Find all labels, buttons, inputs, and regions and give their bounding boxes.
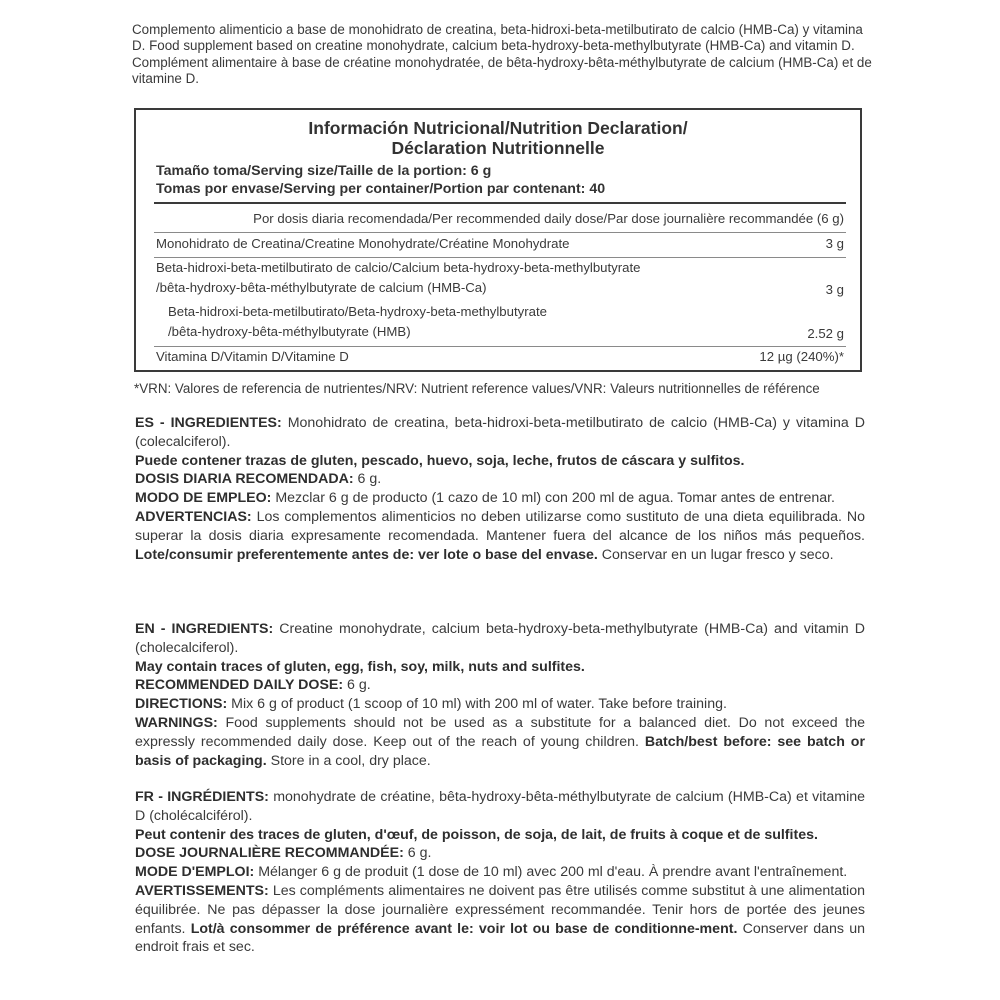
- nutrition-title-line1: Información Nutricional/Nutrition Declaration/: [308, 118, 688, 138]
- ingredients-paragraph: [135, 620, 865, 658]
- dose-paragraph: [135, 676, 865, 695]
- directions-paragraph: [135, 695, 865, 714]
- dose-label: DOSIS DIARIA RECOMENDADA:: [135, 471, 354, 488]
- ingredients-paragraph: [135, 414, 865, 452]
- dose-paragraph: [135, 470, 865, 489]
- directions-label: MODO DE EMPLEO:: [135, 490, 272, 507]
- nutrient-label-line2: /bêta-hydroxy-bêta-méthylbutyrate (HMB): [168, 324, 411, 339]
- ingredients-label: ES - INGREDIENTES:: [135, 415, 282, 431]
- ingredients-text: Creatine monohydrate, calcium beta-hydroxy-beta-methylbutyrate (HMB-Ca) and vitamin D (cholecalciferol).: [135, 621, 865, 656]
- ingredients-label: EN - INGREDIENTS:: [135, 621, 274, 637]
- nutrition-table-title: [136, 118, 860, 158]
- nutrient-label-line1: Beta-hidroxi-beta-metilbutirato/Beta-hydroxy-beta-methylbutyrate: [168, 304, 547, 319]
- dose-label: RECOMMENDED DAILY DOSE:: [135, 677, 344, 694]
- nutrient-label: [168, 302, 547, 342]
- allergen-statement: [135, 452, 865, 471]
- dose-label: DOSE JOURNALIÈRE RECOMMANDÉE:: [135, 845, 404, 862]
- nutrient-value: 12 µg (240%)*: [759, 349, 844, 364]
- nutrient-value: 3 g: [825, 236, 844, 251]
- dose-text: 6 g.: [353, 471, 382, 488]
- batch-label: Lote/consumir preferentemente antes de: ver lote o base del envase.: [135, 546, 598, 563]
- allergen-text: Puede contener trazas de gluten, pescado, huevo, soja, leche, frutos de cáscara y sulfitos.: [135, 452, 745, 469]
- nutrient-label-line2: /bêta-hydroxy-bêta-méthylbutyrate de calcium (HMB-Ca): [156, 280, 487, 295]
- batch-label: Batch/best before: see batch or basis of packaging.: [135, 733, 865, 769]
- directions-text: Mezclar 6 g de producto (1 cazo de 10 ml) con 200 ml de agua. Tomar antes de entrenar.: [271, 490, 835, 507]
- directions-text: Mix 6 g of product (1 scoop of 10 ml) with 200 ml of water. Take before training.: [227, 696, 727, 713]
- nutrient-label: [156, 258, 641, 298]
- nutrient-row-hmb: [154, 302, 846, 348]
- section-fr: [135, 788, 865, 957]
- allergen-statement: [135, 826, 865, 845]
- ingredients-paragraph: [135, 788, 865, 826]
- nutrient-row-creatine: [154, 234, 846, 256]
- ingredients-label: FR - INGRÉDIENTS:: [135, 789, 269, 805]
- allergen-text: Peut contenir des traces de gluten, d'œuf, de poisson, de soja, de lait, de fruits à coque et de sulfites.: [135, 826, 818, 843]
- nutrient-value: 3 g: [825, 282, 844, 297]
- allergen-text: May contain traces of gluten, egg, fish, soy, milk, nuts and sulfites.: [135, 658, 585, 675]
- directions-paragraph: [135, 863, 865, 882]
- nutrient-label: Vitamina D/Vitamin D/Vitamine D: [156, 349, 349, 364]
- warnings-paragraph: [135, 508, 865, 564]
- dose-text: 6 g.: [343, 677, 371, 694]
- warnings-label: ADVERTENCIAS:: [135, 508, 252, 525]
- section-es: [135, 414, 865, 564]
- storage-text: Store in a cool, dry place.: [266, 752, 431, 769]
- storage-text: Conservar en un lugar fresco y seco.: [597, 546, 834, 563]
- product-description: Complemento alimenticio a base de monohidrato de creatina, beta-hidroxi-beta-metilbutirato de calcio (HMB-Ca) y vitamina D. Food supplement based on creatine monohydrate, calcium beta-hydroxy-beta-methylbutyrate (HMB-Ca) and vitamin D. Complément alimentaire à base de créatine monohydratée, de bêta-hydroxy-bêta-méthylbutyrate de calcium (HMB-Ca) et de vitamine D.: [132, 22, 872, 87]
- nutrient-label-line1: Beta-hidroxi-beta-metilbutirato de calcio/Calcium beta-hydroxy-beta-methylbutyrate: [156, 260, 641, 275]
- directions-paragraph: [135, 489, 865, 508]
- ingredients-text: Monohidrato de creatina, beta-hidroxi-beta-metilbutirato de calcio (HMB-Ca) y vitamina D (colecalciferol).: [135, 415, 865, 450]
- batch-label: Lot/à consommer de préférence avant le: voir lot ou base de conditionne-ment.: [190, 920, 738, 937]
- column-header: Por dosis diaria recomendada/Per recommended daily dose/Par dose journalière recommandée (6 g): [253, 211, 844, 226]
- servings-per-container: Tomas por envase/Serving per container/Portion par contenant: 40: [156, 181, 606, 197]
- directions-label: DIRECTIONS:: [135, 696, 228, 713]
- nutrition-title-line2: Déclaration Nutritionnelle: [391, 138, 605, 158]
- dose-text: 6 g.: [403, 845, 432, 862]
- allergen-statement: [135, 658, 865, 677]
- directions-text: Mélanger 6 g de produit (1 dose de 10 ml) avec 200 ml d'eau. À prendre avant l'entraînement.: [254, 864, 848, 881]
- warnings-text: Les compléments alimentaires ne doivent pas être utilisés comme substitut à une alimentation équilibrée. Ne pas dépasser la dose journalière expressément recommandée. Tenir hors de portée des jeunes enfants.: [135, 882, 865, 937]
- warnings-label: AVERTISSEMENTS:: [135, 882, 269, 899]
- serving-info: [156, 162, 605, 198]
- nutrient-row-vitamin-d: [154, 347, 846, 369]
- dose-paragraph: [135, 844, 865, 863]
- storage-text: Conserver dans un endroit frais et sec.: [135, 920, 865, 956]
- table-divider: [154, 232, 846, 233]
- warnings-text: Los complementos alimenticios no deben utilizarse como sustituto de una dieta equilibrada. No superar la dosis diaria expresamente recomendada. Mantener fuera del alcance de los niños más pequeños.: [135, 508, 865, 544]
- warnings-text: Food supplements should not be used as a substitute for a balanced diet. Do not exceed the expressly recommended daily dose. Keep out of the reach of young children.: [135, 714, 865, 750]
- directions-label: MODE D'EMPLOI:: [135, 864, 255, 881]
- section-en: [135, 620, 865, 770]
- table-divider: [154, 202, 846, 204]
- nutrient-label: Monohidrato de Creatina/Creatine Monohydrate/Créatine Monohydrate: [156, 236, 570, 251]
- nutrient-row-hmb-ca: [154, 258, 846, 304]
- serving-size: Tamaño toma/Serving size/Taille de la portion: 6 g: [156, 163, 492, 179]
- ingredients-text: monohydrate de créatine, bêta-hydroxy-bêta-méthylbutyrate de calcium (HMB-Ca) et vitamine D (cholécalciférol).: [135, 789, 866, 824]
- warnings-label: WARNINGS:: [135, 714, 218, 731]
- nutrient-value: 2.52 g: [807, 326, 844, 341]
- warnings-paragraph: [135, 714, 865, 770]
- nutrition-table: [134, 108, 862, 372]
- warnings-paragraph: [135, 882, 865, 957]
- nrv-footnote: *VRN: Valores de referencia de nutrientes/NRV: Nutrient reference values/VNR: Valeurs nutritionnelles de référence: [134, 381, 820, 396]
